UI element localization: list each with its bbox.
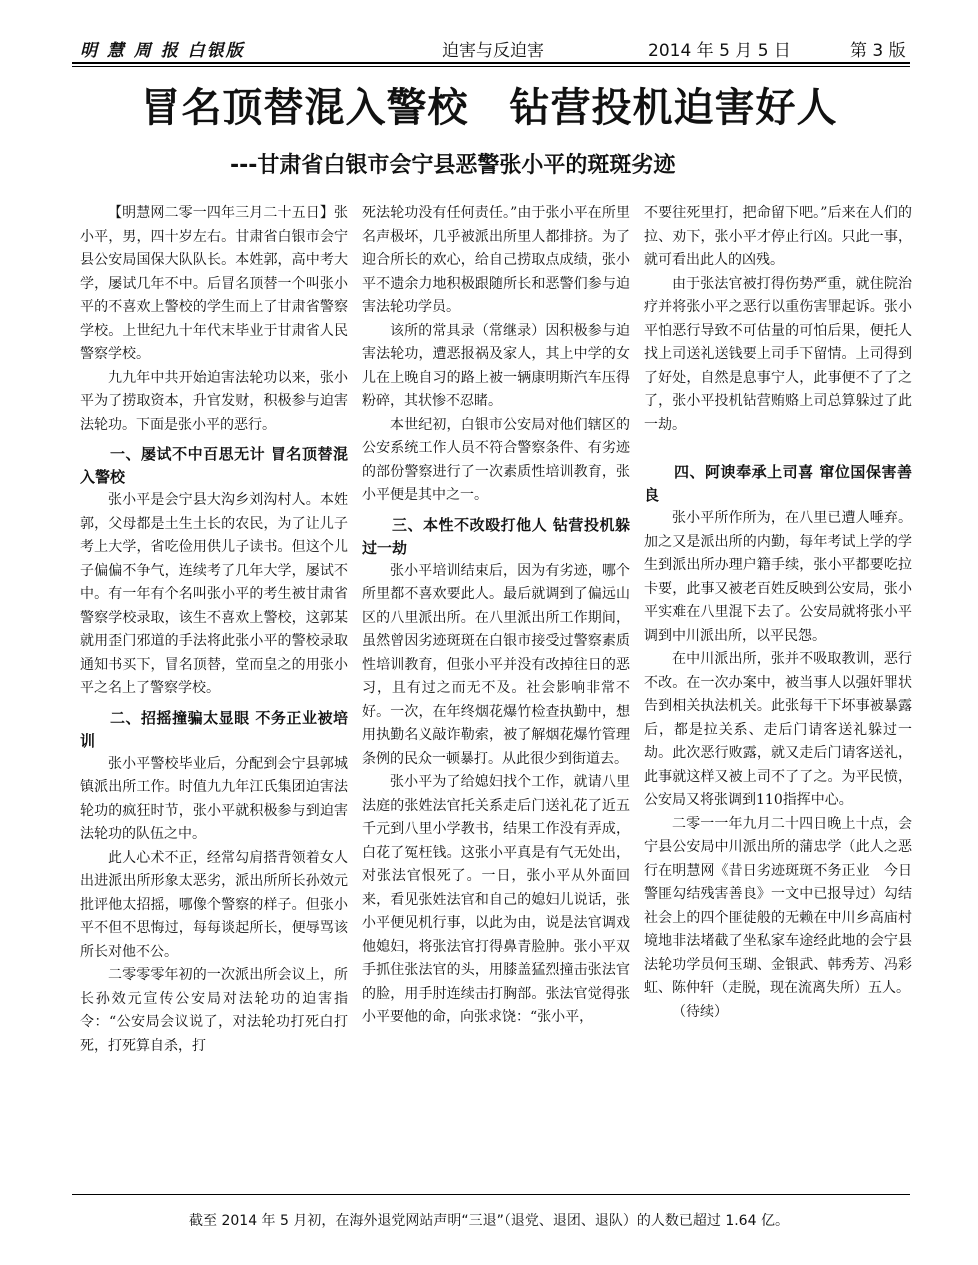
section-heading: 四、阿谀奉承上司喜 窜位国保害善良 [644, 463, 912, 504]
paragraph: 张小平为了给媳妇找个工作，就请八里法庭的张姓法官托关系走后门送礼花了近五千元到八里小学教书，结果工作没有弄成，白花了冤枉钱。这张小平真是有气无处出，对张法官恨死了。一日，张小平从外面回来，看见张姓法官和自己的媳妇儿说话，张小平便见机行事，以此为由，说是法官调戏他媳妇，将张法官打得鼻青脸肿。张小平双手抓住张法官的头，用膝盖猛烈撞击张法官的脸，用手肘连续击打胸部。张法官觉得张小平要他的命，向张求饶：“张小平， [362, 774, 630, 1025]
section-heading: 二、招摇撞骗太显眼 不务正业被培训 [80, 708, 348, 750]
to-be-continued: （待续） [672, 1003, 728, 1020]
paragraph: 在中川派出所，张并不吸取教训，恶行不改。在一次办案中，被当事人以强奸罪状告到相关执法机关。此张每干下坏事被暴露后，都是拉关系、走后门请客送礼躲过一劫。此次恶行败露，就又走后门请客送礼，此事就这样又被上司不了了之。为平民愤，公安局又将张调到110指挥中心。 [644, 651, 912, 808]
paragraph: 二零零零年初的一次派出所会议上，所长孙效元宣传公安局对法轮功的迫害指令：“公安局会议说了，对法轮功打死白打死，打死算自杀，打 [80, 967, 348, 1054]
page-header [80, 36, 910, 61]
paragraph: 由于张法官被打得伤势严重，就住院治疗并将张小平之恶行以重伤害罪起诉。张小平怕恶行导致不可估量的可怕后果，便托人找上司送礼送钱要上司手下留情。上司得到了好处，自然是息事宁人，此事便不了了之了，张小平投机钻营贿赂上司总算躲过了此一劫。 [644, 275, 912, 433]
page-footer: 截至 2014 年 5 月初，在海外退党网站声明“三退”（退党、退团、退队）的人数已超过 1.64 亿。 [189, 1213, 789, 1229]
paper-name: 明 慧 周 报 白银版 [80, 41, 245, 61]
paragraph: 不要往死里打，把命留下吧。”后来在人们的拉、劝下，张小平才停止行凶。只此一事，就可看出此人的凶残。 [644, 205, 912, 268]
header-rule-thin [72, 66, 910, 67]
section-heading: 三、本性不改殴打他人 钻营投机躲过一劫 [362, 515, 630, 557]
article-title: 冒名顶替混入警校 钻营投机迫害好人 [140, 85, 838, 131]
paragraph: 张小平警校毕业后，分配到会宁县郭城镇派出所工作。时值九九年江氏集团迫害法轮功的疯狂时节，张小平就积极参与到迫害法轮功的队伍之中。 [80, 755, 348, 842]
paragraph: 九九年中共开始迫害法轮功以来，张小平为了捞取资本，升官发财，积极参与迫害法轮功。下面是张小平的恶行。 [80, 369, 348, 433]
paragraph: 张小平是会宁县大沟乡刘沟村人。本姓郭，父母都是土生土长的农民，为了让儿子考上大学，省吃俭用供儿子读书。但这个儿子偏偏不争气，连续考了几年大学，屡试不中。有一年有个名叫张小平的考生被甘肃省警察学校录取，该生不喜欢上警校，这郭某就用歪门邪道的手法将此张小平的警校录取通知书买下，冒名顶替，堂而皇之的用张小平之名上了警察学校。 [80, 492, 348, 696]
footer-rule [72, 1194, 910, 1195]
issue-date: 2014 年 5 月 5 日 [648, 41, 791, 61]
paragraph: 【明慧网二零一四年三月二十五日】张小平，男，四十岁左右。甘肃省白银市会宁县公安局国保大队队长。本姓郭，高中考大学，屡试几年不中。后冒名顶替一个叫张小平的不喜欢上警校的学生而上了甘肃省警察学校。上世纪九十年代末毕业于甘肃省人民警察学校。 [80, 205, 348, 362]
column-2 [362, 202, 630, 1030]
column-3 [644, 202, 912, 1024]
paragraph: 本世纪初，白银市公安局对他们辖区的公安系统工作人员不符合警察条件、有劣迹的部份警察进行了一次素质性培训教育，张小平便是其中之一。 [362, 416, 630, 503]
paragraph: 张小平培训结束后，因为有劣迹，哪个所里都不喜欢要此人。最后就调到了偏远山区的八里派出所。在八里派出所工作期间，虽然曾因劣迹斑斑在白银市接受过警察素质性培训教育，但张小平并没有改掉往日的恶习，且有过之而无不及。社会影响非常不好。一次，在年终烟花爆竹检查执勤中，想用执勤名义敲诈勒索，被了解烟花爆竹管理条例的民众一顿暴打。从此很少到街道去。 [362, 562, 630, 767]
section-heading: 一、屡试不中百思无计 冒名顶替混入警校 [80, 445, 348, 486]
article-subtitle: ---甘肃省白银市会宁县恶警张小平的斑斑劣迹 [230, 153, 676, 178]
paragraph: 死法轮功没有任何责任。”由于张小平在所里名声极坏，几乎被派出所里人都排挤。为了迎合所长的欢心，给自己捞取点成绩，张小平不遗余力地积极跟随所长和恶警们参与迫害法轮功学员。 [362, 205, 630, 315]
header-rule [72, 62, 910, 64]
paragraph: 该所的常具录（常继录）因积极参与迫害法轮功，遭恶报祸及家人，其上中学的女儿在上晚自习的路上被一辆康明斯汽车压得粉碎，其状惨不忍睹。 [362, 322, 630, 409]
paragraph: 张小平所作所为，在八里已遭人唾弃。加之又是派出所的内勤，每年考试上学的学生到派出所办理户籍手续，张小平都要吃拉卡要，此事又被老百姓反映到公安局，张小平实难在八里混下去了。公安局就将张小平调到中川派出所，以平民怨。 [644, 510, 912, 644]
paragraph: 二零一一年九月二十四日晚上十点，会宁县公安局中川派出所的蒲忠学（此人之恶行在明慧网《昔日劣迹斑斑不务正业 今日警匪勾结残害善良》一文中已报导过）勾结社会上的四个匪徒般的无赖在中川乡高庙村境地非法堵截了坐私家车途经此地的会宁县法轮功学员何玉瑚、金银武、韩秀芳、冯彩虹、陈仲轩（走脱，现在流离失所）五人。 [644, 815, 912, 996]
paragraph: 此人心术不正，经常勾肩搭背领着女人出进派出所形象太恶劣，派出所所长孙效元批评他太招摇，哪像个警察的样子。但张小平不但不思悔过，每每谈起所长，便辱骂该所长对他不公。 [80, 849, 348, 960]
spacer [644, 437, 912, 455]
section-name: 迫害与反迫害 [442, 41, 544, 61]
column-1 [80, 202, 348, 1058]
page-number: 第 3 版 [850, 41, 906, 61]
